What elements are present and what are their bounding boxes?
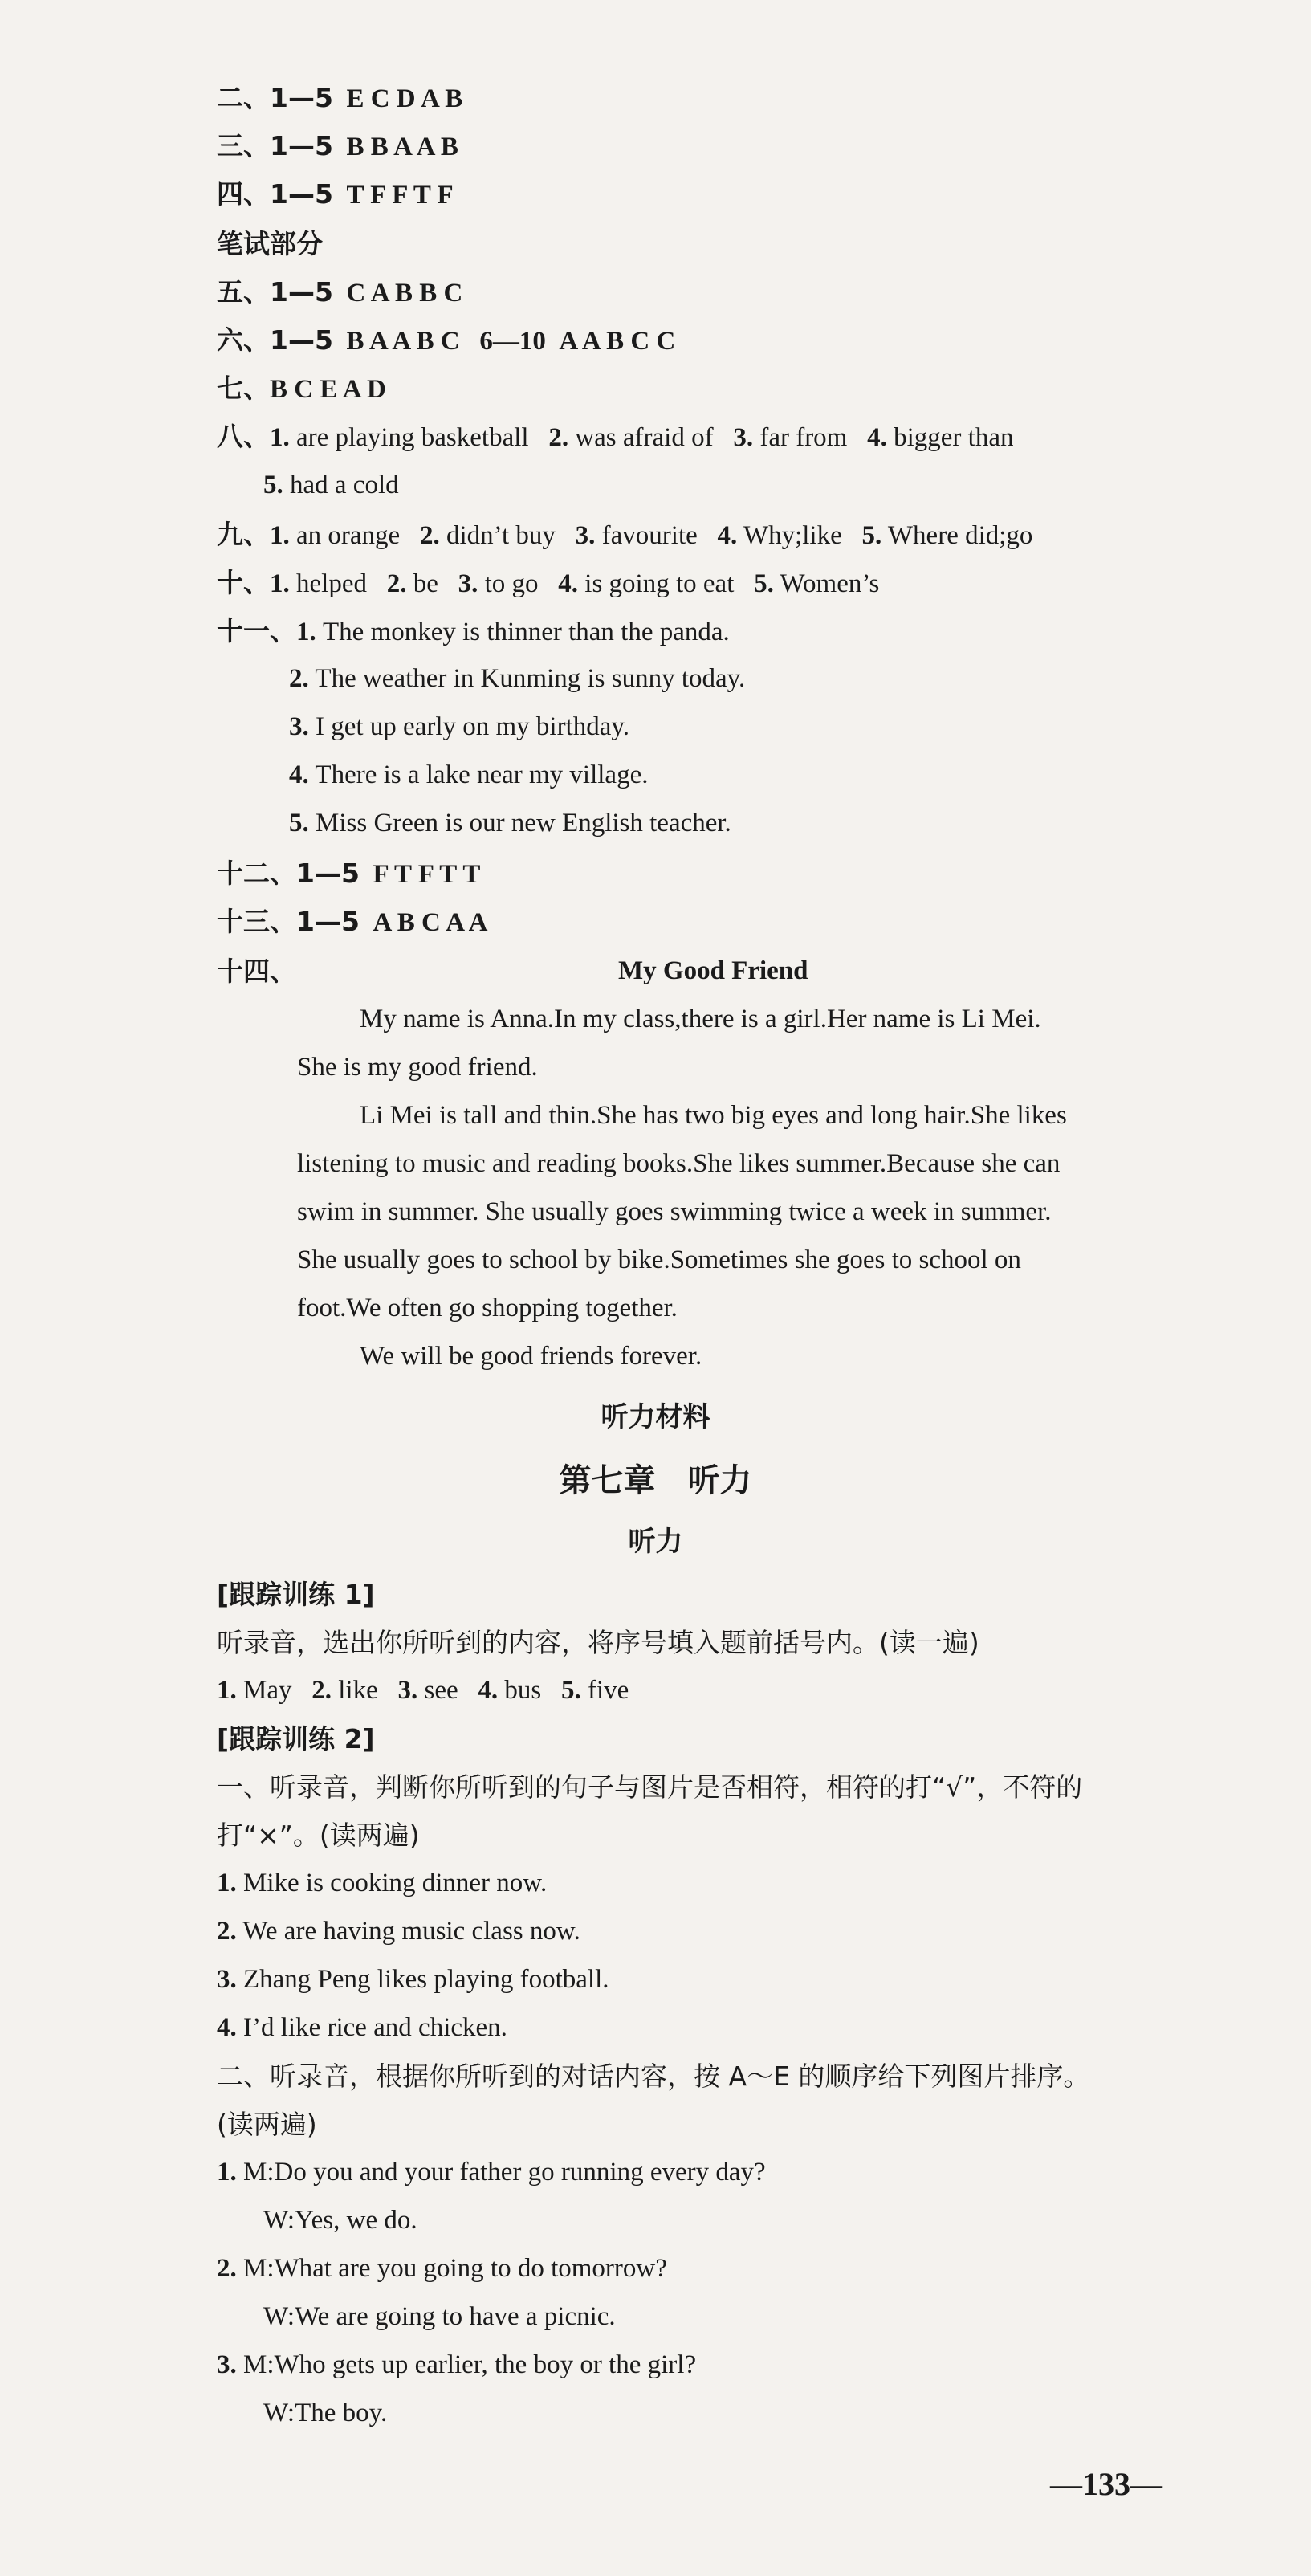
dialog-m: 1. M:Do you and your father go running every day? bbox=[217, 2158, 766, 2187]
track-1-tag: [跟踪训练 1] bbox=[217, 1579, 375, 1610]
track-2-part-1-instruction: 一、听录音，判断你所听到的句子与图片是否相符，相符的打“√”，不符的 bbox=[217, 1771, 1083, 1803]
answer-row-2: 二、1—5 E C D A B bbox=[217, 82, 463, 113]
track-2-part-2-instruction-cont: (读两遍) bbox=[217, 2109, 317, 2140]
track-2-sentence: 1. Mike is cooking dinner now. bbox=[217, 1869, 548, 1897]
dialog-w: W:We are going to have a picnic. bbox=[263, 2302, 616, 2331]
dialog-w: W:Yes, we do. bbox=[263, 2206, 417, 2235]
track-2-part-1-instruction-cont: 打“×”。(读两遍) bbox=[217, 1820, 420, 1851]
answer-row-12: 十二、1—5 F T F T T bbox=[217, 858, 481, 889]
answer-row-6: 六、1—5 B A A B C 6—10 A A B C C bbox=[217, 324, 676, 356]
section-11-item-1: 十一、1. The monkey is thinner than the panda. bbox=[217, 615, 730, 646]
essay-line: swim in summer. She usually goes swimming twice a week in summer. bbox=[297, 1197, 1052, 1226]
dialog-w: W:The boy. bbox=[263, 2399, 388, 2427]
section-14-label: 十四、 bbox=[217, 956, 296, 987]
section-11-item-3: 3. I get up early on my birthday. bbox=[289, 712, 630, 741]
section-8-line-1: 八、1. are playing basketball 2. was afraid of 3. far from 4. bigger than bbox=[217, 421, 1014, 452]
answer-row-13: 十三、1—5 A B C A A bbox=[217, 906, 488, 937]
track-2-sentence: 2. We are having music class now. bbox=[217, 1917, 580, 1946]
dialog-m: 2. M:What are you going to do tomorrow? bbox=[217, 2254, 667, 2283]
essay-line: She usually goes to school by bike.Sometimes she goes to school on bbox=[297, 1245, 1021, 1274]
answer-row-4: 四、1—5 T F F T F bbox=[217, 178, 454, 210]
section-8-line-2: 5. had a cold bbox=[263, 471, 399, 499]
chapter-title: 第七章 听力 bbox=[559, 1462, 752, 1499]
dialog-m: 3. M:Who gets up earlier, the boy or the girl? bbox=[217, 2350, 697, 2379]
section-9: 九、1. an orange 2. didn’t buy 3. favourite 4. Why;like 5. Where did;go bbox=[217, 519, 1033, 550]
track-1-instruction: 听录音，选出你所听到的内容，将序号填入题前括号内。(读一遍) bbox=[217, 1627, 979, 1658]
answer-row-3: 三、1—5 B B A A B bbox=[217, 130, 458, 161]
track-1-items: 1. May 2. like 3. see 4. bus 5. five bbox=[217, 1676, 629, 1705]
section-10: 十、1. helped 2. be 3. to go 4. is going to eat 5. Women’s bbox=[217, 567, 880, 598]
section-11-item-4: 4. There is a lake near my village. bbox=[289, 760, 649, 789]
track-2-part-2-instruction: 二、听录音，根据你所听到的对话内容，按 A～E 的顺序给下列图片排序。 bbox=[217, 2060, 1090, 2092]
essay-line: She is my good friend. bbox=[297, 1053, 538, 1082]
answer-row-5: 五、1—5 C A B B C bbox=[217, 276, 463, 308]
essay-title: My Good Friend bbox=[618, 956, 808, 985]
page-number: —133— bbox=[1050, 2466, 1162, 2502]
essay-line: Li Mei is tall and thin.She has two big eyes and long hair.She likes bbox=[360, 1101, 1067, 1130]
listening-heading: 听力材料 bbox=[601, 1401, 710, 1433]
section-11-item-5: 5. Miss Green is our new English teacher. bbox=[289, 809, 731, 838]
essay-line: My name is Anna.In my class,there is a girl.Her name is Li Mei. bbox=[360, 1005, 1041, 1033]
section-11-item-2: 2. The weather in Kunming is sunny today. bbox=[289, 664, 746, 693]
sub-title: 听力 bbox=[628, 1526, 683, 1558]
track-2-sentence: 3. Zhang Peng likes playing football. bbox=[217, 1965, 609, 1994]
track-2-sentence: 4. I’d like rice and chicken. bbox=[217, 2013, 507, 2042]
written-heading: 笔试部分 bbox=[217, 228, 323, 259]
essay-line: foot.We often go shopping together. bbox=[297, 1294, 678, 1323]
essay-line: We will be good friends forever. bbox=[360, 1342, 702, 1371]
answer-row-7: 七、B C E A D bbox=[217, 373, 386, 404]
essay-line: listening to music and reading books.She likes summer.Because she can bbox=[297, 1149, 1061, 1178]
track-2-tag: [跟踪训练 2] bbox=[217, 1723, 375, 1755]
